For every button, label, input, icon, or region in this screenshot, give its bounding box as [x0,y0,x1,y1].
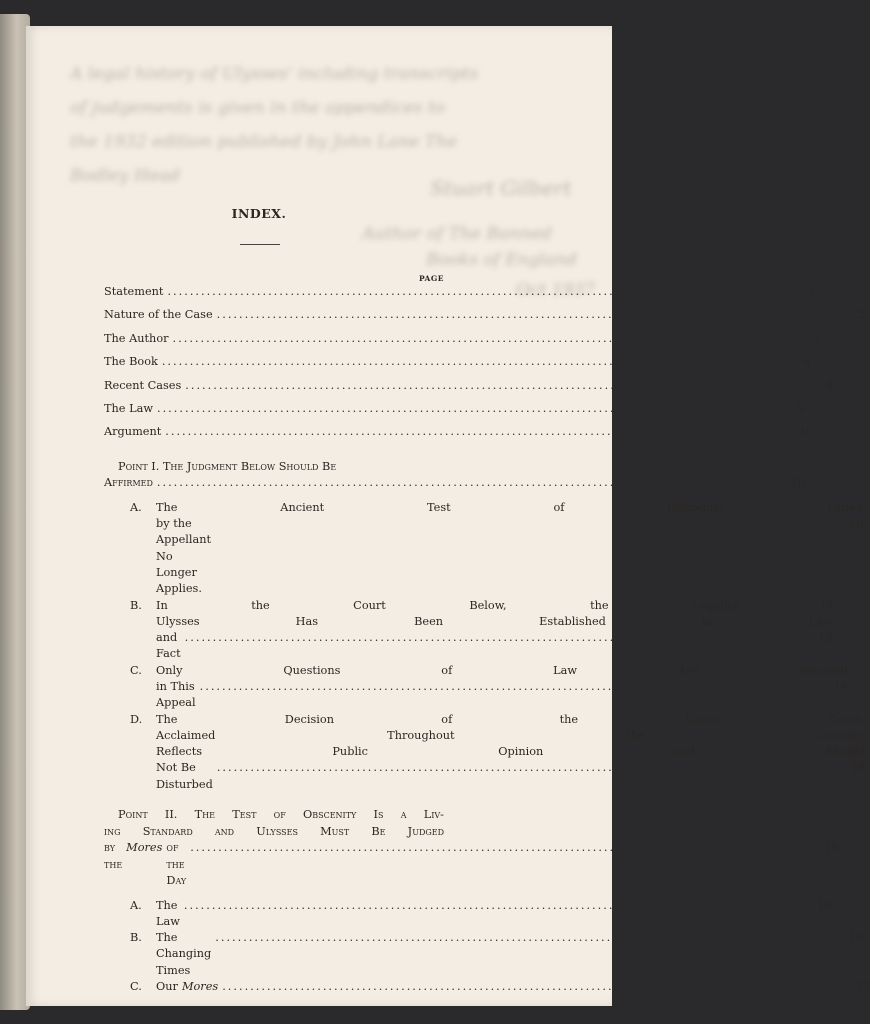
handwritten-note-line-6: Books of England [426,250,577,270]
toc-entry: The Book ..... 6 [104,355,444,378]
toc-entry: Statement ..... 1 [104,285,444,308]
point-two-subentry-c: C. Our Mores ..... 22 [130,979,444,995]
index-title: INDEX. [231,206,287,221]
point-one-subentry-c: C. Only Questions of Law Are Involved in This Appeal ..... 14 [130,663,444,712]
point-one-subentry-a: A. The Ancient Test of Obscenity Urged by the Appellant No Longer Applies. 10 [130,500,864,596]
point-one-subentry-d: D. The Decision of the Lower Court, Acclaimed Throughout the Country, Reflects Public Opinion and Should Not Be Disturbed ..... 16 [130,712,444,793]
point-two-subentry-b: B. The Changing Times ..... 19 [130,930,444,979]
handwritten-signature: Stuart Gilbert [430,176,572,200]
book-page [26,26,870,1006]
point-two-subentry-a: A. The Law ..... 18 [130,898,444,931]
handwritten-note-line-7: Oct 1937 [516,280,595,300]
handwritten-note-line-5: Author of The Banned [362,224,552,244]
point-one-heading: Point I. The Judgment Below Should Be Affirmed ..... 10 [104,459,444,492]
toc-entry: The Author ..... 3 [104,332,444,355]
toc-entry: Nature of the Case ..... 2 [104,308,444,331]
toc-entry: Argument ..... 10 [104,425,444,448]
toc-entry: The Law ..... 9 [104,402,444,425]
title-divider [240,244,280,245]
handwritten-note-line-1: A legal history of Ulysses' including transcripts [70,64,479,84]
page-column-header: PAGE [418,274,444,283]
handwritten-note-line-2: of judgements is given in the appendices to [70,98,446,118]
handwritten-note-line-4: Bodley Head [70,166,181,186]
point-two-heading: Point II. The Test of Obscenity Is a Liv- ing Standard and Ulysses Must Be Judged by the Mores of the Day ..... 18 [104,807,444,890]
handwritten-note-line-3: the 1932 edition published by John Lane The [70,132,458,152]
toc-entry: Recent Cases ..... 8 [104,379,444,402]
point-one-subentry-b: B. In the Court Below, the Legality of Ulysses Has Been Established in Law and Fact ..... 12 [130,598,444,663]
